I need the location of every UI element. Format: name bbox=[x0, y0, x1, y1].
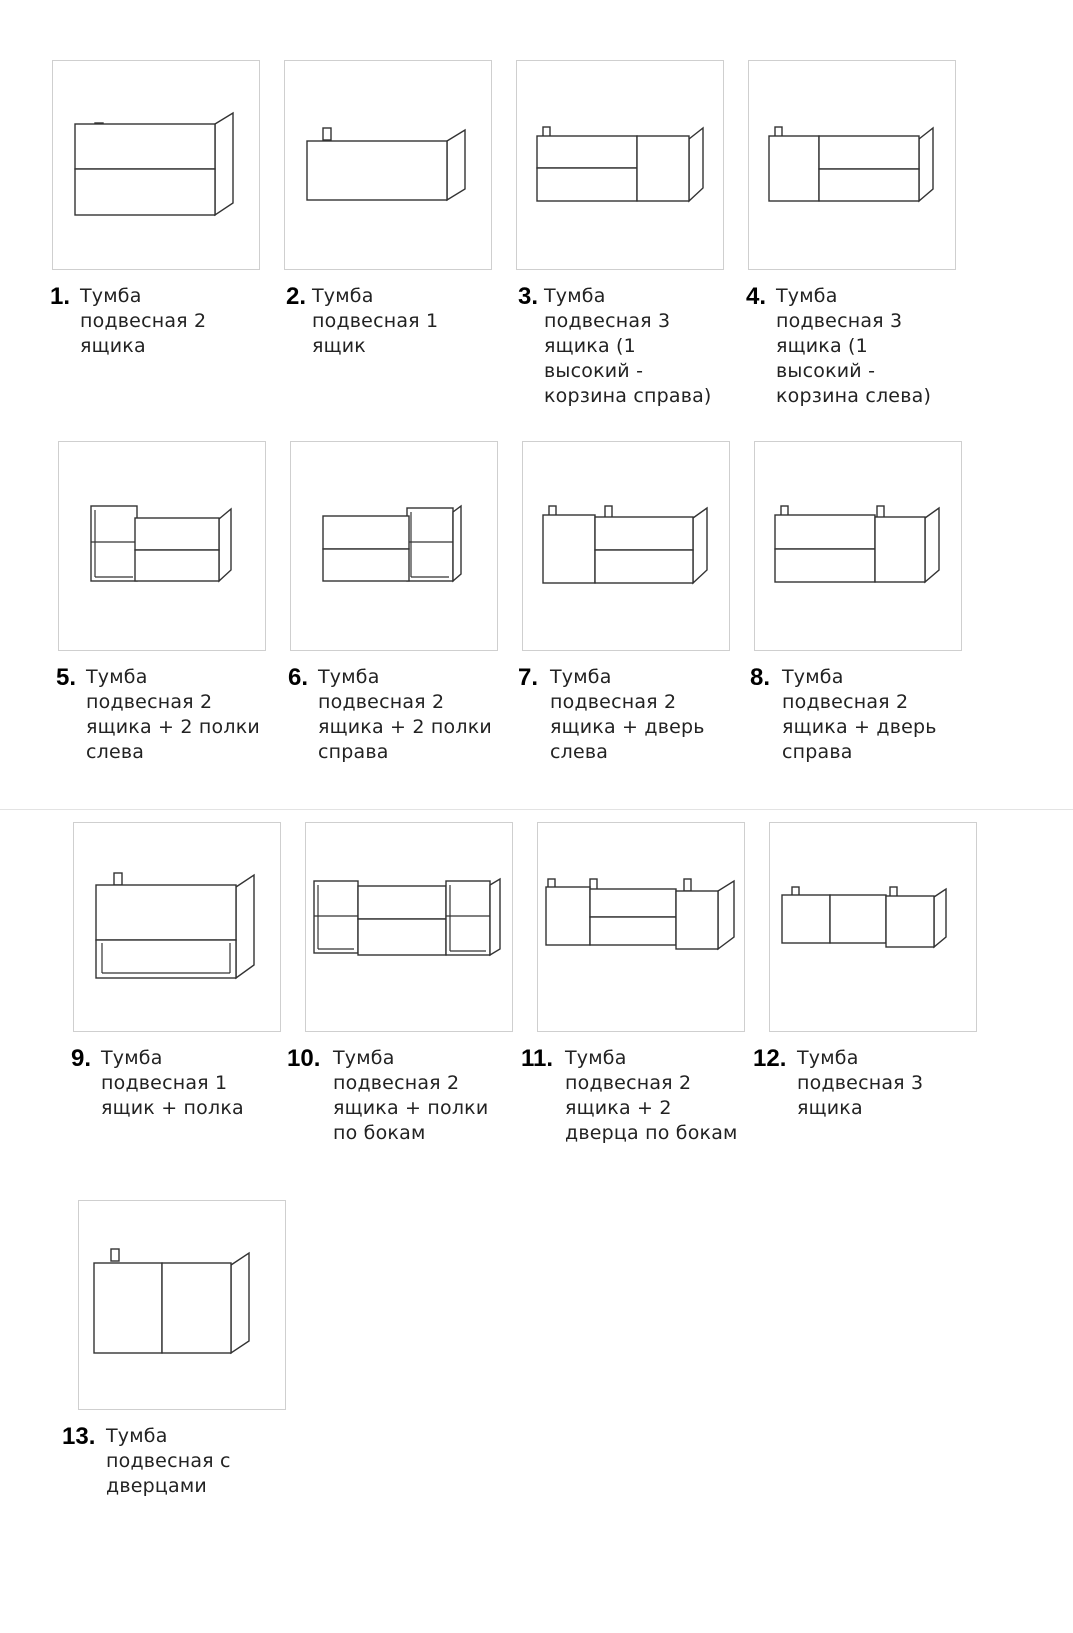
item-number: 12. bbox=[753, 1045, 787, 1072]
item-title: Тумба подвесная 1 ящик + полка bbox=[101, 1047, 244, 1119]
product-image-12[interactable] bbox=[769, 822, 977, 1032]
cabinet-2-drawers-door-left-icon bbox=[523, 442, 729, 650]
item-title: Тумба подвесная 1 ящик bbox=[312, 285, 439, 357]
product-card-10[interactable] bbox=[287, 822, 513, 1186]
product-image-2[interactable] bbox=[284, 60, 492, 270]
product-image-1[interactable] bbox=[52, 60, 260, 270]
section-divider bbox=[0, 809, 1073, 810]
cabinet-3-drawers-basket-right-icon bbox=[517, 61, 723, 269]
product-image-7[interactable] bbox=[522, 441, 730, 651]
product-card-2[interactable] bbox=[284, 60, 492, 424]
product-image-5[interactable] bbox=[58, 441, 266, 651]
product-card-1[interactable] bbox=[52, 60, 260, 424]
cabinet-2-drawers-icon bbox=[53, 61, 259, 269]
product-image-10[interactable] bbox=[305, 822, 513, 1032]
product-image-3[interactable] bbox=[516, 60, 724, 270]
product-image-11[interactable] bbox=[537, 822, 745, 1032]
cabinet-2-drawers-shelves-left-icon bbox=[59, 442, 265, 650]
cabinet-3-drawers-icon bbox=[770, 823, 976, 1031]
cabinet-3-drawers-basket-left-icon bbox=[749, 61, 955, 269]
product-image-6[interactable] bbox=[290, 441, 498, 651]
item-title: Тумба подвесная 2 ящика + дверь справа bbox=[782, 666, 937, 763]
product-image-4[interactable] bbox=[748, 60, 956, 270]
cabinet-2-drawers-shelves-right-icon bbox=[291, 442, 497, 650]
cabinet-2-drawers-2-doors-sides-icon bbox=[538, 823, 744, 1031]
item-number: 7. bbox=[518, 664, 539, 691]
product-card-4[interactable] bbox=[748, 60, 956, 424]
item-number: 2. bbox=[286, 283, 307, 310]
item-number: 11. bbox=[521, 1045, 554, 1072]
item-title: Тумба подвесная 3 ящика (1 высокий - корзина справа) bbox=[544, 285, 712, 407]
cabinet-2-drawers-shelves-sides-icon bbox=[306, 823, 512, 1031]
item-number: 5. bbox=[56, 664, 77, 691]
product-card-5[interactable] bbox=[58, 441, 266, 805]
cabinet-1-drawer-shelf-icon bbox=[74, 823, 280, 1031]
item-number: 10. bbox=[287, 1045, 321, 1072]
product-card-3[interactable] bbox=[516, 60, 724, 424]
product-card-13[interactable] bbox=[62, 1200, 286, 1564]
item-title: Тумба подвесная 2 ящика + дверь слева bbox=[550, 666, 705, 763]
product-image-9[interactable] bbox=[73, 822, 281, 1032]
product-card-8[interactable] bbox=[750, 441, 962, 805]
cabinet-with-doors-icon bbox=[79, 1201, 285, 1409]
product-image-13[interactable] bbox=[78, 1200, 286, 1410]
item-title: Тумба подвесная 2 ящика + 2 полки слева bbox=[86, 666, 260, 763]
product-image-8[interactable] bbox=[754, 441, 962, 651]
item-title: Тумба подвесная 2 ящика bbox=[80, 285, 207, 357]
item-title: Тумба подвесная 2 ящика + 2 дверца по бокам bbox=[565, 1047, 738, 1144]
item-number: 13. bbox=[62, 1423, 96, 1450]
item-title: Тумба подвесная 3 ящика bbox=[797, 1047, 924, 1119]
item-title: Тумба подвесная с дверцами bbox=[106, 1425, 231, 1497]
item-number: 1. bbox=[50, 283, 71, 310]
product-card-9[interactable] bbox=[73, 822, 281, 1186]
cabinet-1-drawer-icon bbox=[285, 61, 491, 269]
item-number: 4. bbox=[746, 283, 767, 310]
item-number: 6. bbox=[288, 664, 309, 691]
item-title: Тумба подвесная 2 ящика + полки по бокам bbox=[333, 1047, 489, 1144]
item-title: Тумба подвесная 3 ящика (1 высокий - корзина слева) bbox=[776, 285, 932, 407]
product-card-7[interactable] bbox=[518, 441, 730, 805]
product-card-12[interactable] bbox=[753, 822, 977, 1186]
item-number: 3. bbox=[518, 283, 539, 310]
item-number: 9. bbox=[71, 1045, 92, 1072]
product-card-6[interactable] bbox=[290, 441, 498, 805]
item-number: 8. bbox=[750, 664, 771, 691]
product-card-11[interactable] bbox=[521, 822, 745, 1186]
cabinet-2-drawers-door-right-icon bbox=[755, 442, 961, 650]
item-title: Тумба подвесная 2 ящика + 2 полки справа bbox=[318, 666, 492, 763]
